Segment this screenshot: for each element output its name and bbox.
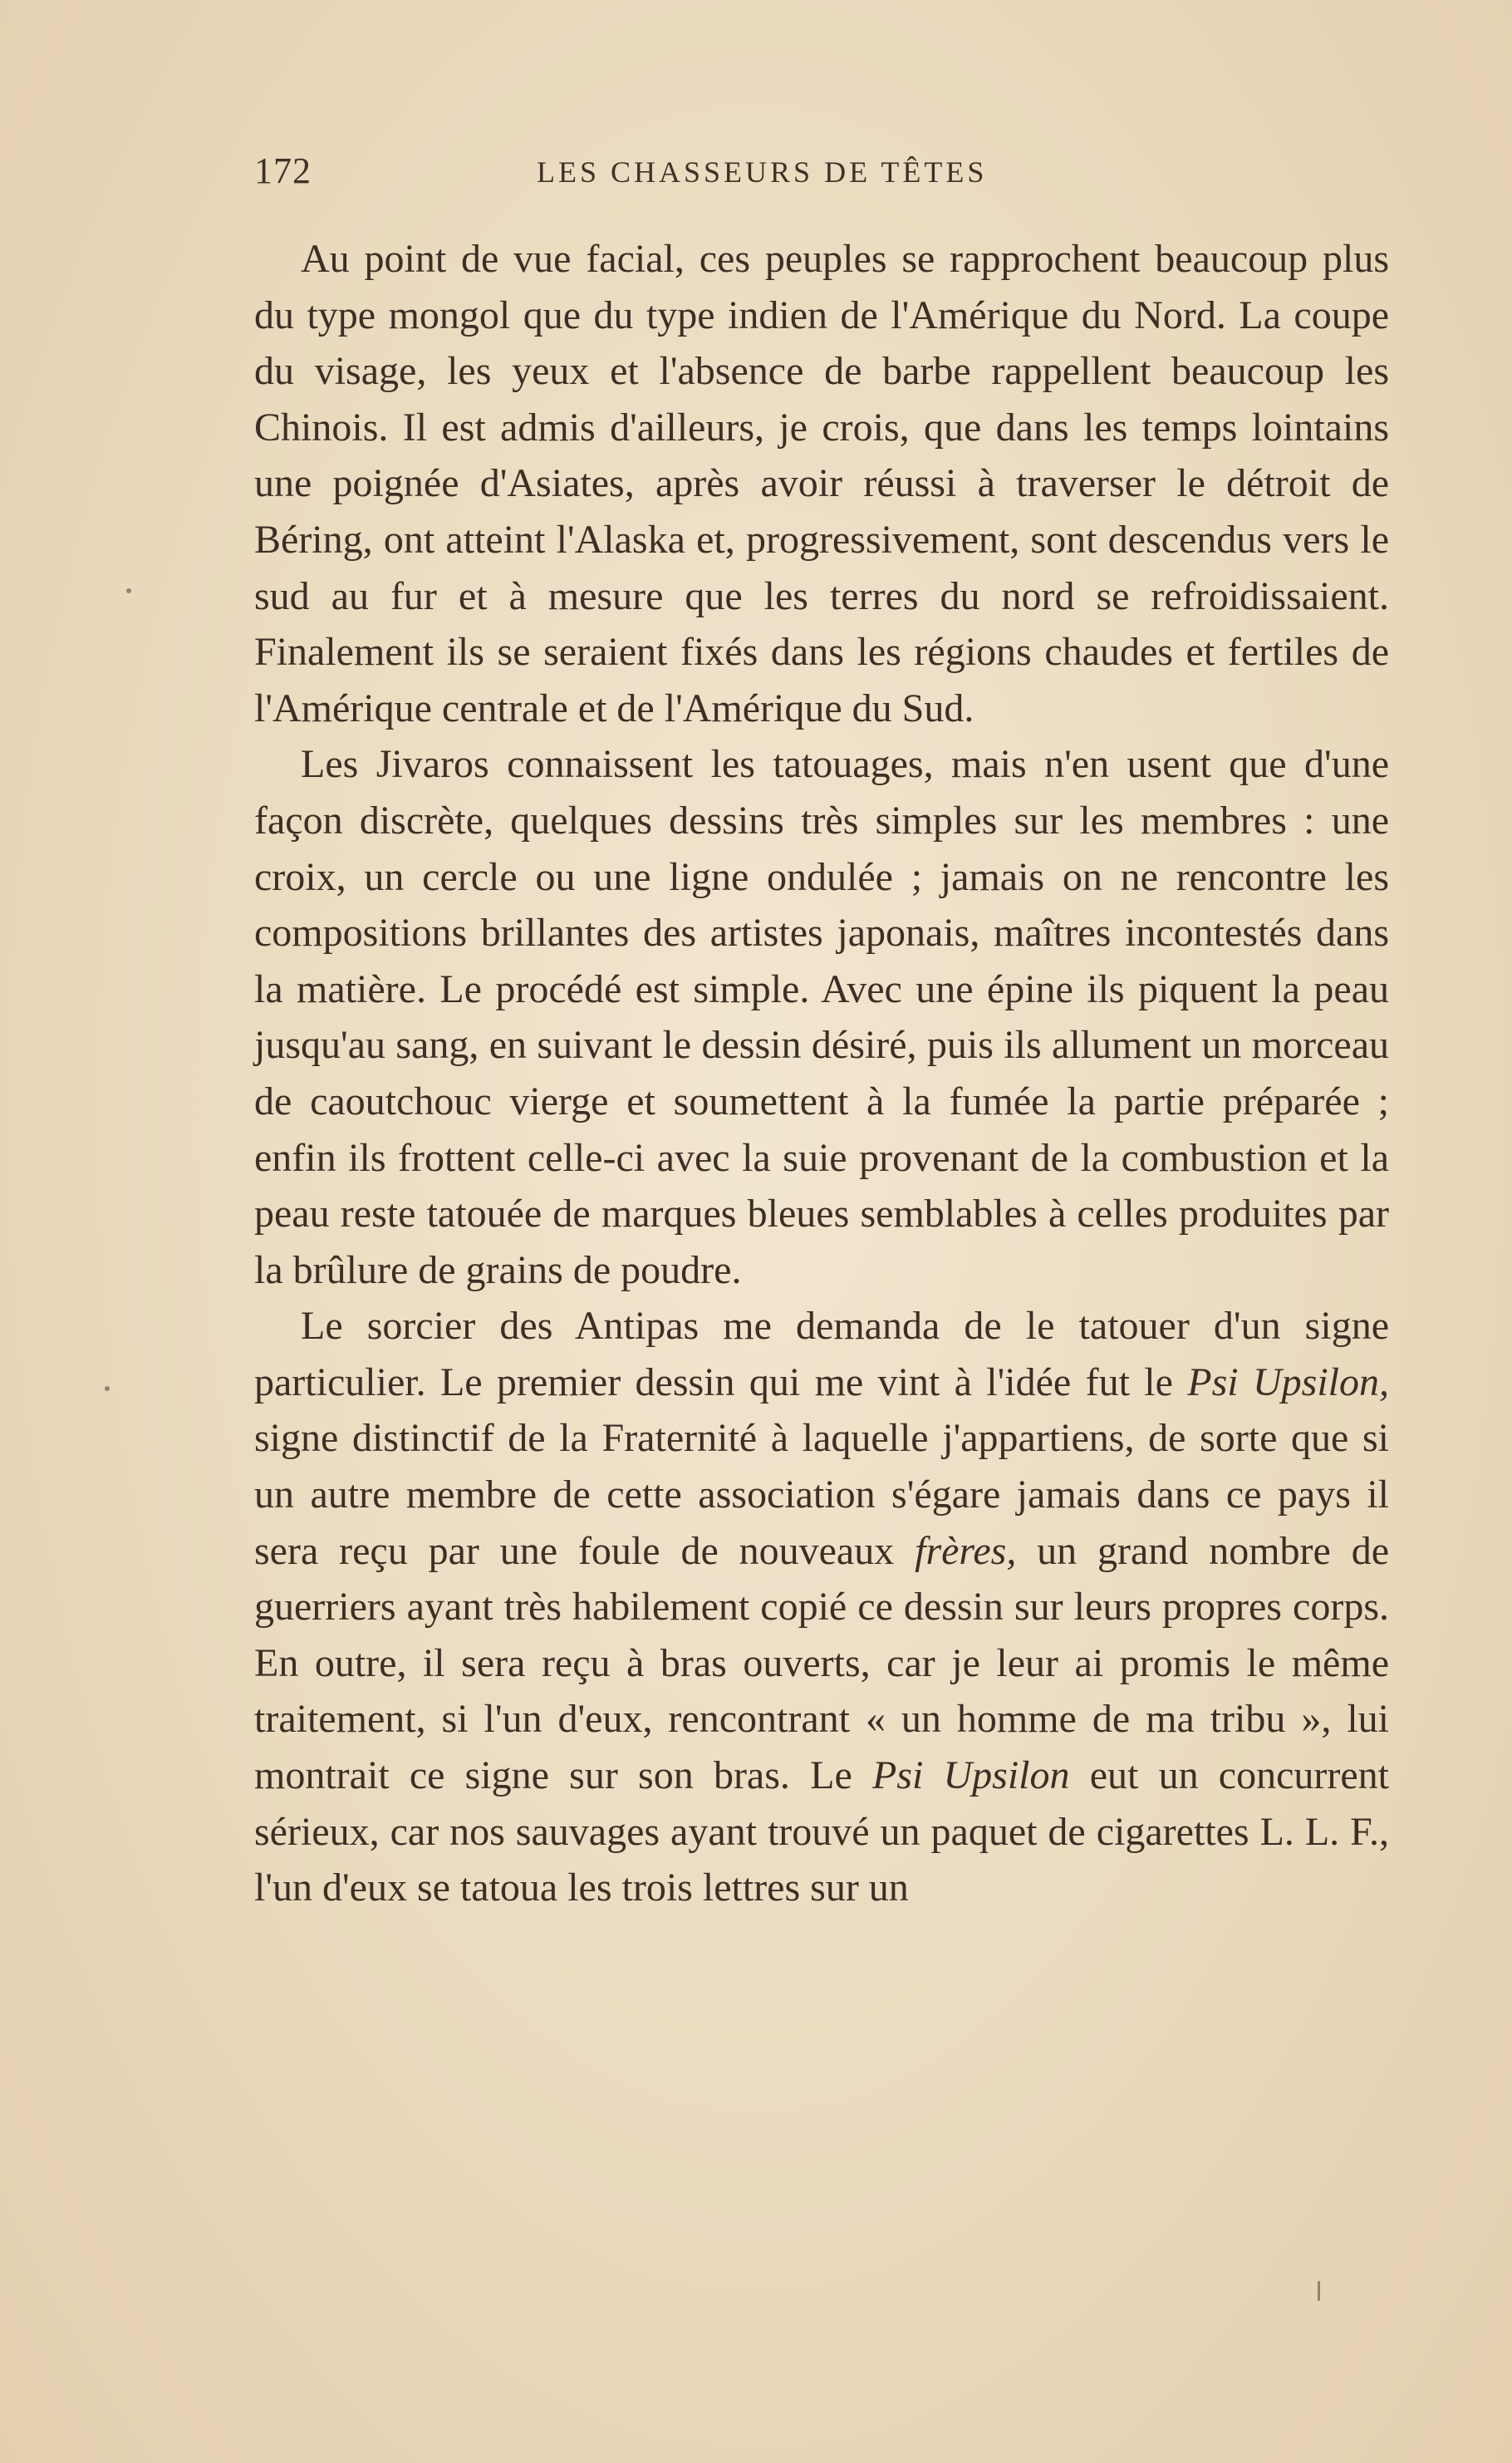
paragraph-text: signe distinctif de la Fraternité à laquelle j'appartiens, de sorte que si un autre membre de cette association s'égare jamais dans ce pays il sera reçu par une foule de nouveaux <box>254 1416 1389 1573</box>
italic-term: Psi Upsilon, <box>1187 1359 1389 1404</box>
paper-speck <box>105 1386 110 1391</box>
paragraph-1 <box>254 231 1389 736</box>
italic-term: Psi Upsilon <box>871 1753 1070 1798</box>
paragraph-text: eut un concurrent sérieux, car nos sauvages ayant trouvé un paquet de cigarettes L. L. F., l'un d'eux se tatoua les trois lettres sur un <box>254 1753 1389 1910</box>
paragraph-3 <box>254 1298 1389 1916</box>
paragraph-text: Les Jivaros connaissent les tatouages, mais n'en usent que d'une façon discrète, quelques dessins très simples sur les membres : une croix, un cercle ou une ligne ondulée ; jamais on ne rencontre les compositions brillantes des artistes japonais, maîtres incontestés dans la matière. Le procédé est simple. Avec une épine ils piquent la peau jusqu'au sang, en suivant le dessin désiré, puis ils allument un morceau de caoutchouc vierge et soumettent à la fumée la partie préparée ; enfin ils frottent celle-ci avec la suie provenant de la combustion et la peau reste tatouée de marques bleues semblables à celles produites par la brûlure de grains de poudre. <box>254 742 1389 1292</box>
paper-speck <box>126 588 131 593</box>
italic-term: frères, <box>915 1528 1017 1573</box>
page-header <box>254 150 1392 199</box>
body-text <box>254 231 1389 1916</box>
paragraph-2 <box>254 736 1389 1298</box>
pencil-mark <box>1318 2281 1320 2301</box>
running-title: LES CHASSEURS DE TÊTES <box>537 155 988 189</box>
paragraph-text: Le sorcier des Antipas me demanda de le tatouer d'un signe particulier. Le premier dessin qui me vint à l'idée fut le <box>254 1304 1389 1404</box>
page-number: 172 <box>254 150 312 191</box>
paragraph-text: Au point de vue facial, ces peuples se rapprochent beaucoup plus du type mongol que du type indien de l'Amérique du Nord. La coupe du visage, les yeux et l'absence de barbe rappellent beaucoup les Chinois. Il est admis d'ailleurs, je crois, que dans les temps lointains une poignée d'Asiates, après avoir réussi à traverser le détroit de Béring, ont atteint l'Alaska et, progressivement, sont descendus vers le sud au fur et à mesure que les terres du nord se refroidissaient. Finalement ils se seraient fixés dans les régions chaudes et fertiles de l'Amérique centrale et de l'Amérique du Sud. <box>254 237 1389 730</box>
paragraph-text: un grand nombre de guerriers ayant très habilement copié ce dessin sur leurs propres corps. En outre, il sera reçu à bras ouverts, car je leur ai promis le même traitement, si l'un d'eux, rencontrant « un homme de ma tribu », lui montrait ce signe sur son bras. Le <box>254 1528 1390 1798</box>
